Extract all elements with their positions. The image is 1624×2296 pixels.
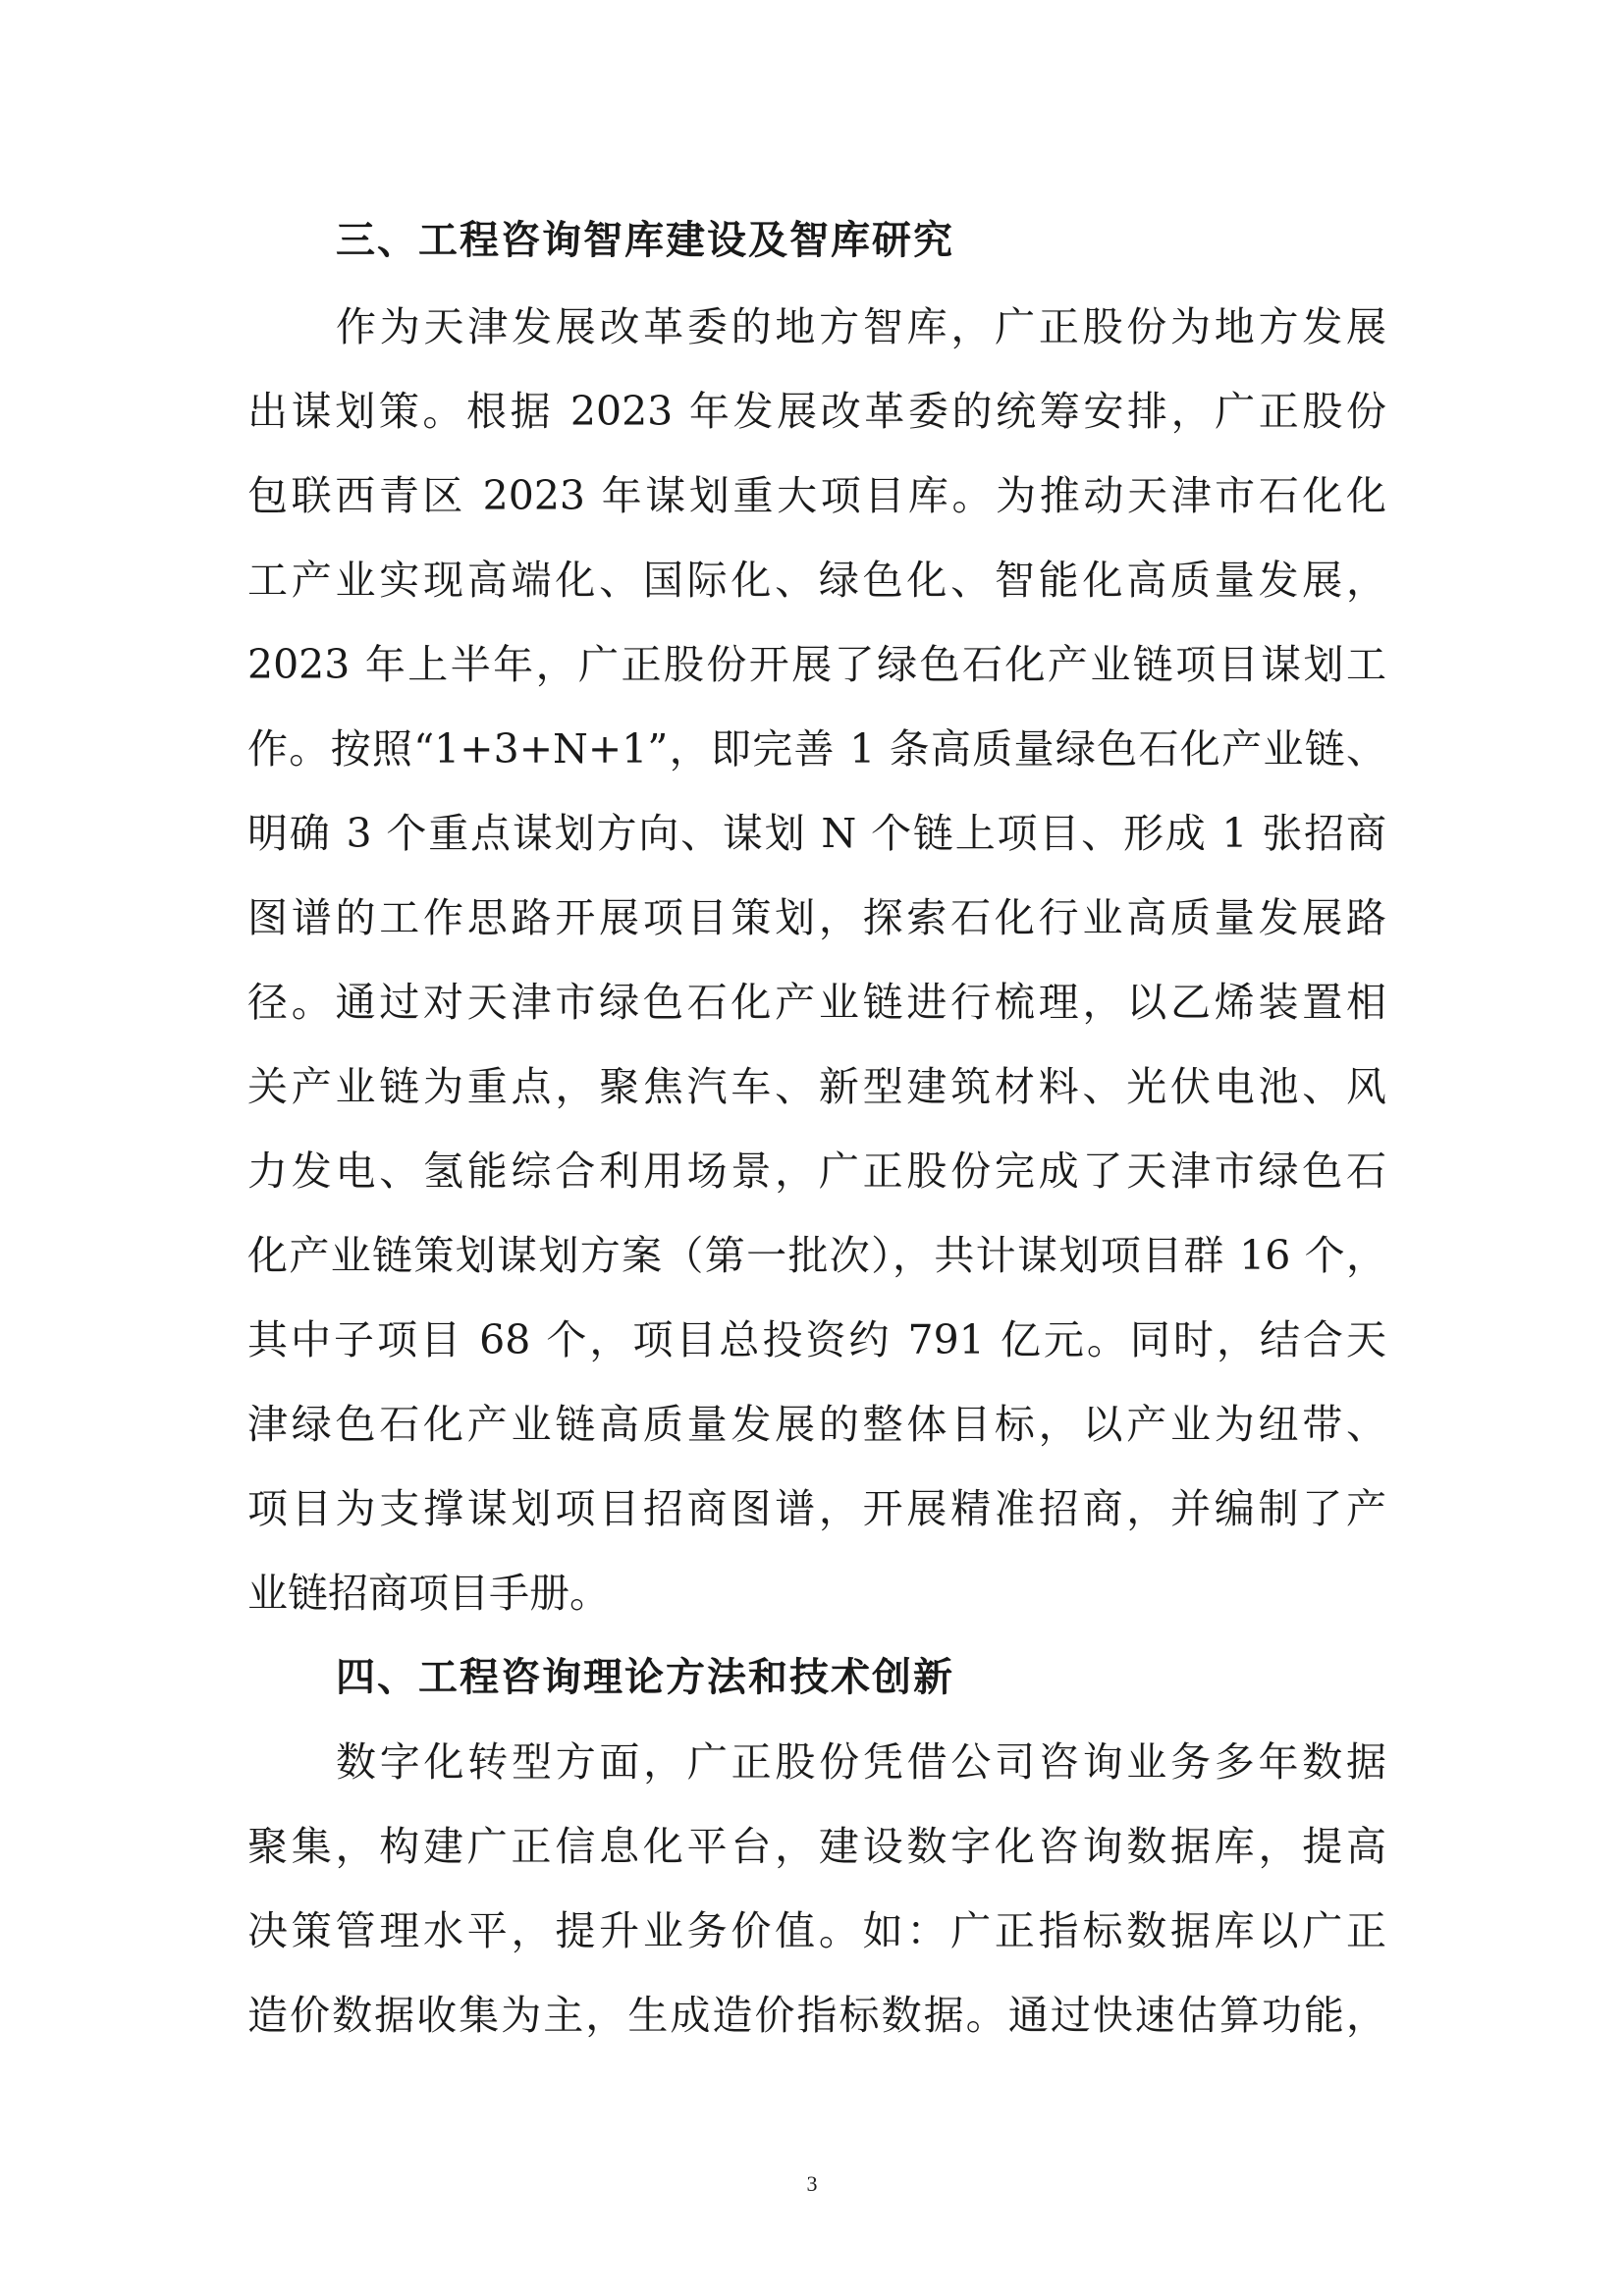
paragraph-line: 明确 3 个重点谋划方向、谋划 N 个链上项目、形成 1 张招商 bbox=[247, 810, 1386, 857]
paragraph-line: 关产业链为重点，聚焦汽车、新型建筑材料、光伏电池、风 bbox=[247, 1063, 1386, 1110]
paragraph-line: 其中子项目 68 个，项目总投资约 791 亿元。同时，结合天 bbox=[247, 1316, 1386, 1363]
paragraph-line: 力发电、氢能综合利用场景，广正股份完成了天津市绿色石 bbox=[247, 1148, 1386, 1195]
section-heading-4: 四、工程咨询理论方法和技术创新 bbox=[336, 1655, 954, 1700]
paragraph-line: 化产业链策划谋划方案（第一批次），共计谋划项目群 16 个， bbox=[247, 1232, 1386, 1279]
paragraph-line: 作。按照“1+3+N+1”，即完善 1 条高质量绿色石化产业链、 bbox=[247, 725, 1386, 773]
paragraph-line: 津绿色石化产业链高质量发展的整体目标，以产业为纽带、 bbox=[247, 1401, 1386, 1448]
page-number: 3 bbox=[806, 2171, 818, 2196]
paragraph-line: 项目为支撑谋划项目招商图谱，开展精准招商，并编制了产 bbox=[247, 1485, 1386, 1532]
section-heading-3: 三、工程咨询智库建设及智库研究 bbox=[336, 218, 954, 263]
paragraph-line: 2023 年上半年，广正股份开展了绿色石化产业链项目谋划工 bbox=[247, 641, 1386, 688]
paragraph-line: 包联西青区 2023 年谋划重大项目库。为推动天津市石化化 bbox=[247, 472, 1386, 519]
paragraph-line: 图谱的工作思路开展项目策划，探索石化行业高质量发展路 bbox=[247, 894, 1386, 941]
paragraph-line: 数字化转型方面，广正股份凭借公司咨询业务多年数据 bbox=[336, 1738, 1386, 1786]
paragraph-line: 聚集，构建广正信息化平台，建设数字化咨询数据库，提高 bbox=[247, 1823, 1386, 1870]
paragraph-line: 造价数据收集为主，生成造价指标数据。通过快速估算功能， bbox=[247, 1992, 1386, 2039]
paragraph-line: 业链招商项目手册。 bbox=[247, 1570, 610, 1617]
paragraph-line: 出谋划策。根据 2023 年发展改革委的统筹安排，广正股份 bbox=[247, 388, 1386, 435]
paragraph-line: 决策管理水平，提升业务价值。如：广正指标数据库以广正 bbox=[247, 1907, 1386, 1954]
paragraph-line: 工产业实现高端化、国际化、绿色化、智能化高质量发展， bbox=[247, 557, 1386, 604]
paragraph-line: 径。通过对天津市绿色石化产业链进行梳理，以乙烯装置相 bbox=[247, 979, 1386, 1026]
paragraph-line: 作为天津发展改革委的地方智库，广正股份为地方发展 bbox=[336, 303, 1386, 350]
